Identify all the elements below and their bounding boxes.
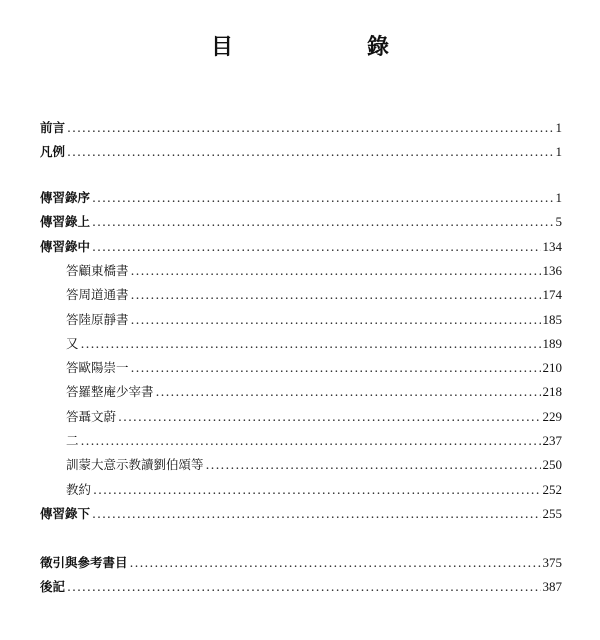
toc-entry: [66, 431, 562, 451]
toc-entry-label: 答歐陽崇一: [66, 360, 129, 376]
toc-entry-page-number: 387: [542, 579, 562, 595]
toc-entry: [40, 504, 562, 524]
toc-entry: [66, 334, 562, 354]
toc-entry: [66, 261, 562, 281]
toc-entry-page-number: 5: [555, 214, 562, 230]
toc-entry-page-number: 1: [555, 120, 562, 135]
toc-dot-leader: [156, 382, 541, 402]
toc-entry-page-number: 1: [555, 190, 562, 205]
toc-entry-label: 答陸原靜書: [66, 311, 129, 327]
toc-entry-label: 傳習錄下: [40, 505, 91, 521]
toc-entry-page-number: 250: [542, 457, 562, 473]
toc-dot-leader: [92, 212, 553, 232]
toc-entry-label: 二: [66, 433, 79, 448]
toc-entry: [40, 237, 562, 257]
toc-dot-leader: [131, 285, 541, 305]
toc-entry-label: 訓蒙大意示教讀劉伯頌等: [66, 457, 204, 473]
toc-entry-label: 教約: [66, 481, 92, 497]
page-title: 目 錄: [210, 34, 419, 60]
toc-entry: [66, 480, 562, 500]
toc-entry-page-number: 189: [542, 335, 562, 351]
toc-entry: [40, 212, 562, 232]
toc-dot-leader: [131, 310, 541, 330]
toc-entry: [66, 455, 562, 475]
toc-entry: [66, 407, 562, 427]
toc-entry-label: 答顧東橋書: [66, 262, 129, 278]
toc-entry-page-number: 375: [542, 555, 562, 570]
toc-dot-leader: [81, 431, 541, 451]
toc-entry-page-number: 185: [542, 311, 562, 327]
toc-dot-leader: [93, 480, 540, 500]
toc-entry-label: 傳習錄中: [40, 238, 91, 254]
toc-entry-page-number: 136: [542, 262, 562, 278]
toc-dot-leader: [131, 358, 541, 378]
toc-entry: [40, 142, 562, 162]
toc-dot-leader: [92, 504, 540, 524]
toc-entry-page-number: 237: [542, 433, 562, 448]
toc-entry-page-number: 1: [555, 144, 562, 160]
toc-dot-leader: [92, 188, 553, 208]
toc-entry: [40, 577, 562, 597]
toc-entry: [40, 553, 562, 573]
toc-entry: [66, 285, 562, 305]
toc-entry-label: 答周道通書: [66, 287, 129, 303]
toc-dot-leader: [67, 577, 540, 597]
toc-entry-page-number: 255: [542, 505, 562, 521]
toc-entry-label: 答羅整庵少宰書: [66, 384, 154, 400]
toc-dot-leader: [118, 407, 540, 427]
toc-entry-label: 傳習錄序: [40, 190, 91, 205]
toc-dot-leader: [81, 334, 541, 354]
toc-entry-label: 答聶文蔚: [66, 408, 117, 424]
toc-entry-label: 又: [66, 335, 79, 351]
toc-entry-page-number: 134: [542, 238, 562, 254]
toc-dot-leader: [130, 553, 541, 573]
toc-dot-leader: [206, 455, 541, 475]
toc-entry: [40, 118, 562, 138]
toc-entry: [66, 382, 562, 402]
toc-entry-page-number: 229: [542, 408, 562, 424]
toc-entry: [66, 358, 562, 378]
toc-dot-leader: [67, 142, 553, 162]
toc-entry-label: 徵引與參考書目: [40, 555, 128, 570]
toc-entry-label: 凡例: [40, 144, 66, 160]
toc-entry-page-number: 210: [542, 360, 562, 376]
toc-entry: [40, 188, 562, 208]
toc-entry-page-number: 218: [542, 384, 562, 400]
toc-entry-page-number: 252: [542, 481, 562, 497]
toc-entry-label: 前言: [40, 120, 66, 135]
toc-entry-label: 傳習錄上: [40, 214, 91, 230]
toc-dot-leader: [67, 118, 553, 138]
toc-dot-leader: [92, 237, 540, 257]
toc-entry: [66, 310, 562, 330]
toc-entry-page-number: 174: [542, 287, 562, 303]
toc-entry-label: 後記: [40, 579, 66, 595]
toc-dot-leader: [131, 261, 541, 281]
